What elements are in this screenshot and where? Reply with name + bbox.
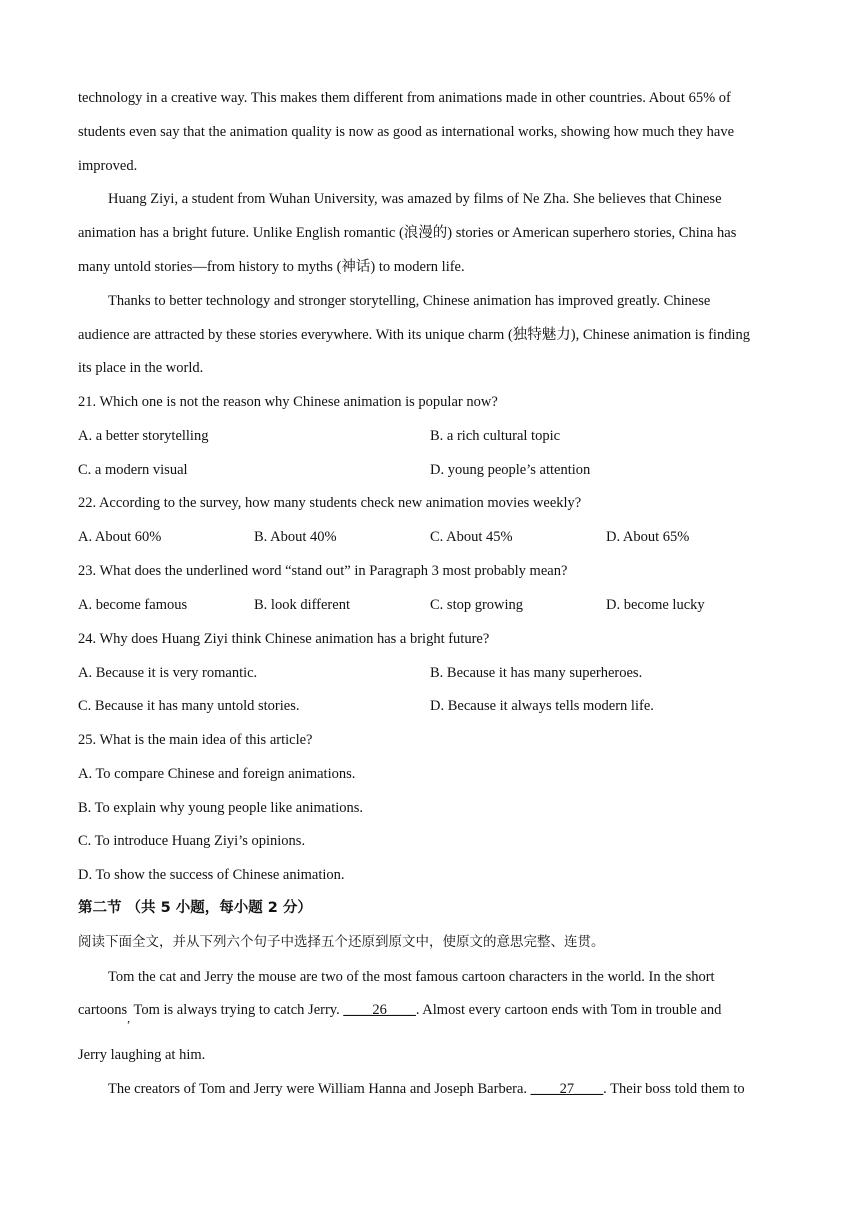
passage-line: Huang Ziyi, a student from Wuhan University, was amazed by films of Ne Zha. She believes that Chinese: [108, 191, 722, 207]
option: B. About 40%: [254, 529, 337, 545]
option: C. To introduce Huang Ziyi’s opinions.: [78, 833, 306, 849]
option: C. stop growing: [430, 597, 524, 613]
question-stem: 22. According to the survey, how many students check new animation movies weekly?: [78, 495, 582, 511]
passage-text: . Almost every cartoon ends with Tom in trouble and: [415, 1002, 722, 1018]
option: A. a better storytelling: [78, 428, 209, 444]
passage-line: students even say that the animation quality is now as good as international works, showing how much they have: [78, 124, 735, 140]
option: D. To show the success of Chinese animation.: [78, 867, 345, 883]
passage-line: technology in a creative way. This makes them different from animations made in other countries. About 65% of: [78, 90, 731, 106]
question-stem: 21. Which one is not the reason why Chinese animation is popular now?: [78, 394, 498, 410]
option: B. Because it has many superheroes.: [430, 665, 643, 681]
passage-line: many untold stories—from history to myths (神话) to modern life.: [78, 259, 465, 275]
passage-line: [108, 1080, 745, 1098]
option: B. look different: [254, 597, 350, 613]
passage-text: cartoons: [78, 1002, 128, 1018]
passage-line: Thanks to better technology and stronger storytelling, Chinese animation has improved greatly. Chinese: [108, 293, 711, 309]
option: B. To explain why young people like animations.: [78, 800, 364, 816]
blank-26[interactable]: ____26____: [343, 1002, 416, 1018]
option: C. Because it has many untold stories.: [78, 698, 300, 714]
passage-line: Jerry laughing at him.: [78, 1047, 206, 1063]
option: A. About 60%: [78, 529, 162, 545]
option: A. become famous: [78, 597, 188, 613]
section-heading: 第二节 （共 5 小题，每小题 2 分）: [78, 900, 312, 916]
passage-line: audience are attracted by these stories everywhere. With its unique charm (独特魅力), Chinese animation is finding: [78, 327, 750, 343]
option: A. Because it is very romantic.: [78, 665, 258, 681]
passage-line: improved.: [78, 158, 138, 174]
option: A. To compare Chinese and foreign animations.: [78, 766, 356, 782]
option: C. About 45%: [430, 529, 513, 545]
passage-text: The creators of Tom and Jerry were William Hanna and Joseph Barbera.: [108, 1081, 531, 1097]
option: C. a modern visual: [78, 462, 188, 478]
passage-line: [78, 1001, 722, 1025]
option: D. Because it always tells modern life.: [430, 698, 654, 714]
section-instruction: 阅读下面全文，并从下列六个句子中选择五个还原到原文中，使原文的意思完整、连贯。: [78, 934, 605, 950]
blank-27[interactable]: ____27____: [530, 1081, 604, 1097]
question-stem: 23. What does the underlined word “stand out” in Paragraph 3 most probably mean?: [78, 563, 568, 579]
passage-text: Tom is always trying to catch Jerry.: [130, 1002, 344, 1018]
option: D. young people’s attention: [430, 462, 591, 478]
passage-line: its place in the world.: [78, 360, 204, 376]
passage-line: Tom the cat and Jerry the mouse are two of the most famous cartoon characters in the world. In the short: [108, 969, 715, 985]
option: D. About 65%: [606, 529, 690, 545]
passage-text: . Their boss told them to: [603, 1081, 745, 1097]
question-stem: 24. Why does Huang Ziyi think Chinese animation has a bright future?: [78, 631, 490, 647]
question-stem: 25. What is the main idea of this article?: [78, 732, 313, 748]
comma-mark: ,: [127, 1011, 131, 1025]
option: B. a rich cultural topic: [430, 428, 561, 444]
option: D. become lucky: [606, 597, 705, 613]
passage-line: animation has a bright future. Unlike English romantic (浪漫的) stories or American superhero stories, China has: [78, 225, 737, 241]
